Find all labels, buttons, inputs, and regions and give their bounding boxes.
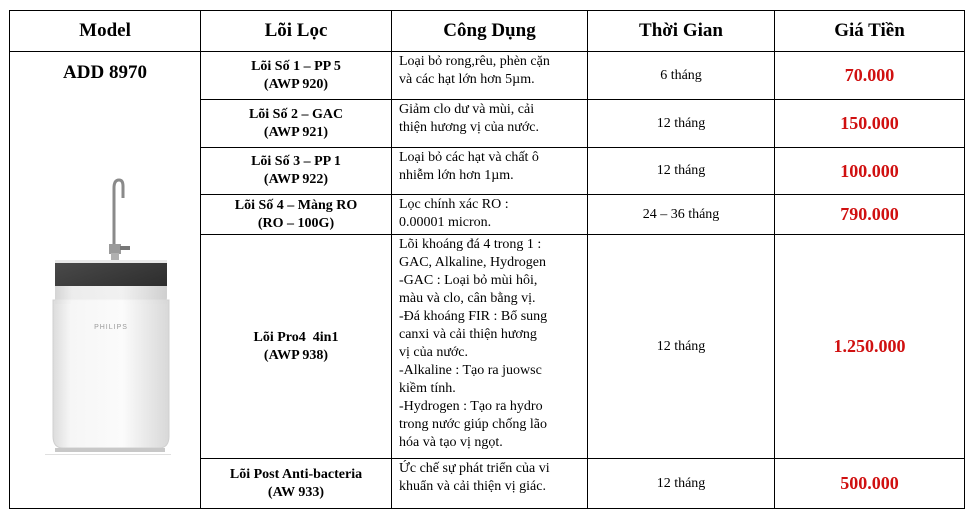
replacement-time: 24 – 36 tháng — [588, 195, 775, 235]
header-price: Giá Tiền — [775, 11, 965, 52]
model-cell — [10, 52, 201, 509]
replacement-time: 12 tháng — [588, 100, 775, 148]
brand-logo: PHILIPS — [94, 324, 128, 331]
filter-usage: Loại bỏ rong,rêu, phèn cặn và các hạt lớn hơn 5µm. — [392, 52, 588, 100]
replacement-time: 12 tháng — [588, 148, 775, 195]
replacement-time: 12 tháng — [588, 235, 775, 459]
price: 100.000 — [775, 148, 965, 195]
filter-usage: Giảm clo dư và mùi, cải thiện hương vị của nước. — [392, 100, 588, 148]
model-name: ADD 8970 — [63, 62, 147, 83]
filter-usage: Lõi khoáng đá 4 trong 1 : GAC, Alkaline, Hydrogen -GAC : Loại bỏ mùi hôi, màu và clo, cân bằng vị. -Đá khoáng FIR : Bổ sung canxi và cải thiện hương vị của nước. -Alkaline : Tạo ra juowsc kiềm tính. -Hydrogen : Tạo ra hydro trong nước giúp chống lão hóa và tạo vị ngọt. — [392, 235, 588, 459]
filter-usage: Lọc chính xác RO : 0.00001 micron. — [392, 195, 588, 235]
filter-name: Lõi Pro4 4in1 (AWP 938) — [201, 235, 392, 459]
filter-usage: Ức chế sự phát triển của vi khuẩn và cải thiện vị giác. — [392, 459, 588, 509]
header-row — [10, 11, 965, 52]
water-purifier-image — [41, 136, 171, 466]
filter-name: Lõi Post Anti-bacteria (AW 933) — [201, 459, 392, 509]
filter-name: Lõi Số 2 – GAC (AWP 921) — [201, 100, 392, 148]
replacement-time: 6 tháng — [588, 52, 775, 100]
filter-name: Lõi Số 1 – PP 5 (AWP 920) — [201, 52, 392, 100]
replacement-time: 12 tháng — [588, 459, 775, 509]
price: 500.000 — [775, 459, 965, 509]
header-time: Thời Gian — [588, 11, 775, 52]
table-row — [10, 52, 965, 100]
filter-name: Lõi Số 4 – Màng RO (RO – 100G) — [201, 195, 392, 235]
price: 150.000 — [775, 100, 965, 148]
header-filter: Lõi Lọc — [201, 11, 392, 52]
filter-usage: Loại bỏ các hạt và chất ô nhiễm lớn hơn 1µm. — [392, 148, 588, 195]
filter-price-table — [9, 10, 965, 509]
header-model: Model — [10, 11, 201, 52]
price: 790.000 — [775, 195, 965, 235]
price: 70.000 — [775, 52, 965, 100]
header-usage: Công Dụng — [392, 11, 588, 52]
filter-name: Lõi Số 3 – PP 1 (AWP 922) — [201, 148, 392, 195]
price: 1.250.000 — [775, 235, 965, 459]
